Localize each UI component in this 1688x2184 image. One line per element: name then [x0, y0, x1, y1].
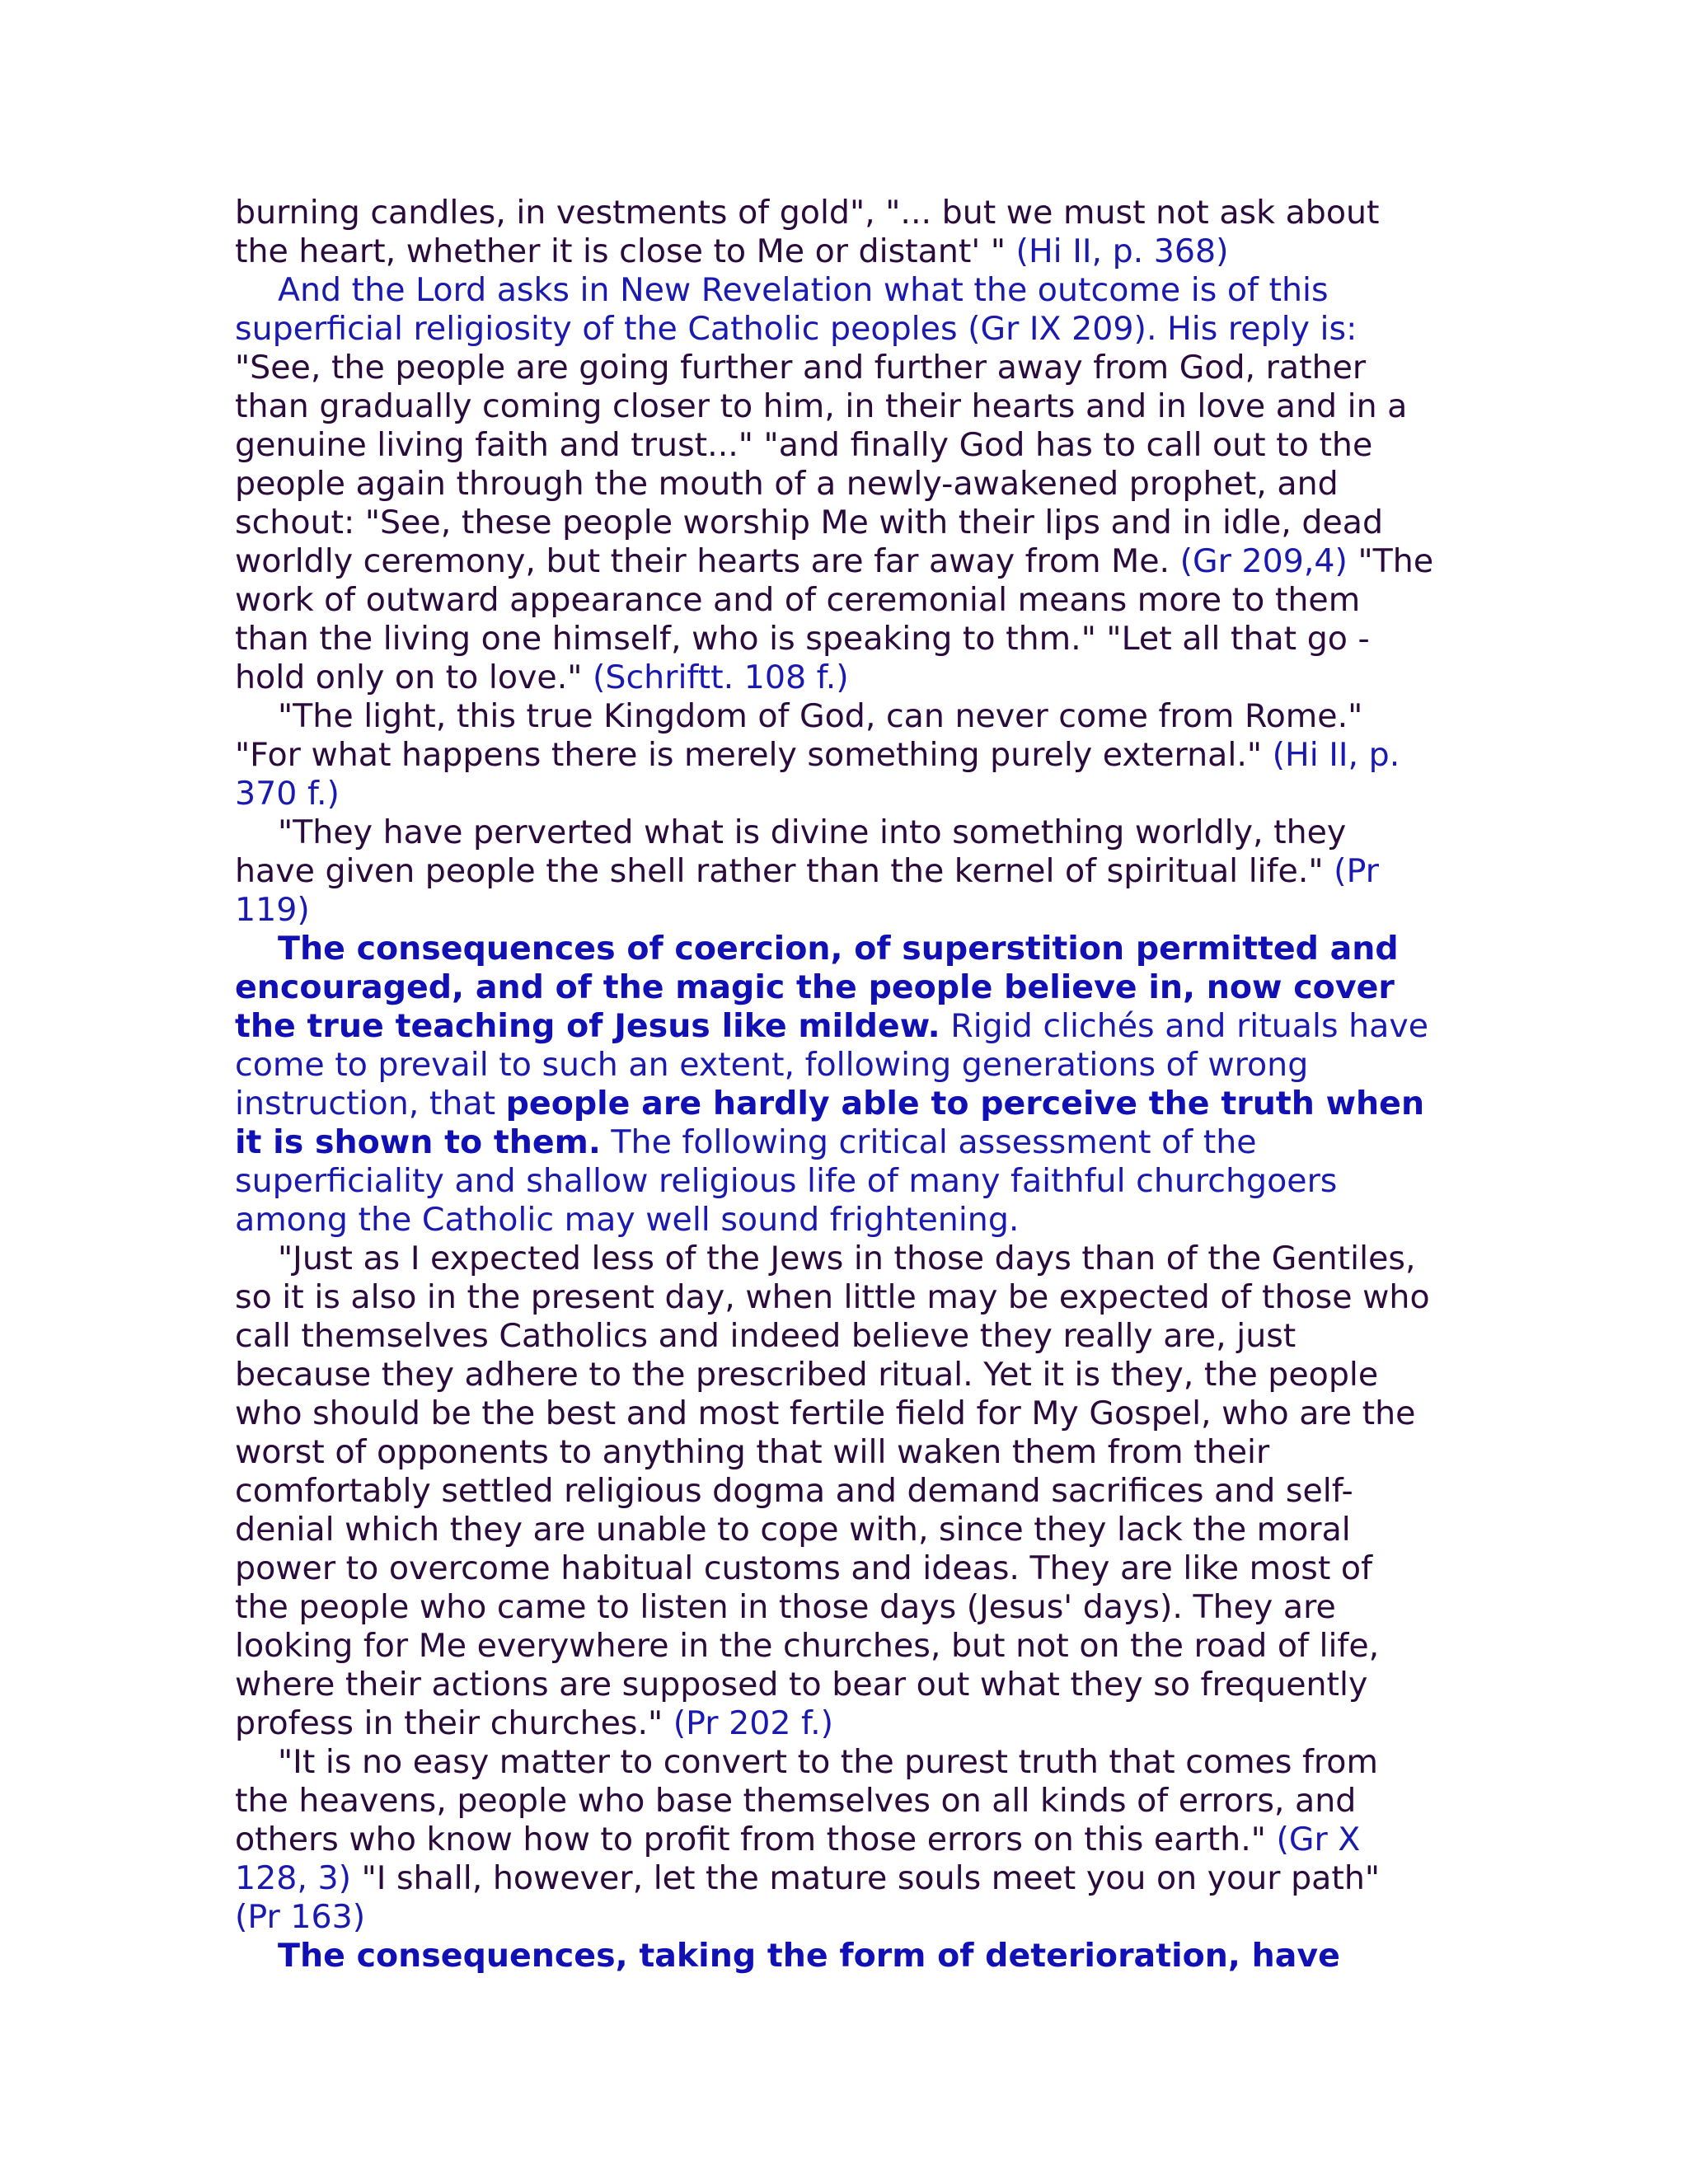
citation-text: And the Lord asks in New Revelation what the outcome is of this	[278, 271, 1329, 309]
text-run: worst of opponents to anything that will waken them from their	[235, 1433, 1270, 1471]
text-run: have given people the shell rather than the kernel of spiritual life."	[235, 852, 1334, 890]
text-line	[235, 387, 1463, 426]
text-run: because they adhere to the prescribed ritual. Yet it is they, the people	[235, 1356, 1379, 1394]
text-line	[235, 736, 1463, 775]
text-line	[235, 1394, 1463, 1433]
text-run: worldly ceremony, but their hearts are far away from Me.	[235, 542, 1180, 580]
text-run: "The light, this true Kingdom of God, can never come from Rome."	[278, 697, 1363, 735]
text-line	[235, 1937, 1463, 1975]
text-run: than the living one himself, who is speaking to thm." "Let all that go -	[235, 620, 1370, 658]
text-run: power to overcome habitual customs and ideas. They are like most of	[235, 1549, 1372, 1587]
text-line	[235, 697, 1463, 736]
text-run: the heavens, people who base themselves on all kinds of errors, and	[235, 1782, 1357, 1820]
text-run: "See, the people are going further and further away from God, rather	[235, 349, 1367, 387]
text-run: profess in their churches."	[235, 1704, 673, 1742]
citation-text: instruction, that	[235, 1085, 506, 1122]
text-run: call themselves Catholics and indeed believe they really are, just	[235, 1317, 1296, 1355]
text-line	[235, 310, 1463, 349]
citation-text: among the Catholic may well sound frightening.	[235, 1201, 1020, 1239]
text-line	[235, 1123, 1463, 1162]
text-run: work of outward appearance and of ceremonial means more to them	[235, 581, 1361, 619]
text-run: denial which they are unable to cope with, since they lack the moral	[235, 1511, 1351, 1549]
text-line	[235, 813, 1463, 852]
text-line	[235, 658, 1463, 697]
text-run: "Just as I expected less of the Jews in those days than of the Gentiles,	[278, 1240, 1416, 1277]
citation-text: Rigid clichés and rituals have	[940, 1007, 1429, 1045]
text-line	[235, 194, 1463, 232]
citation-text: (Pr 163)	[235, 1898, 366, 1936]
text-line	[235, 1433, 1463, 1472]
text-line	[235, 542, 1463, 581]
text-run: hold only on to love."	[235, 658, 593, 696]
text-run: genuine living faith and trust..." "and finally God has to call out to the	[235, 426, 1373, 464]
text-line	[235, 1085, 1463, 1123]
text-line	[235, 1859, 1463, 1898]
text-run: "It is no easy matter to convert to the purest truth that comes from	[278, 1743, 1378, 1781]
text-line	[235, 1240, 1463, 1278]
citation-text: superficial religiosity of the Catholic peoples (Gr IX 209). His reply is:	[235, 310, 1357, 348]
emphasis-text: The consequences, taking the form of deterioration, have	[278, 1937, 1340, 1975]
text-line	[235, 891, 1463, 930]
text-line	[235, 968, 1463, 1007]
citation-text: (Gr 209,4)	[1179, 542, 1348, 580]
citation-text: (Hi II, p. 368)	[1015, 232, 1229, 270]
citation-text: (Hi II, p.	[1272, 736, 1400, 774]
citation-text: 128, 3)	[235, 1859, 352, 1897]
text-line	[235, 852, 1463, 891]
text-line	[235, 1201, 1463, 1240]
text-run: looking for Me everywhere in the churches, but not on the road of life,	[235, 1627, 1380, 1665]
text-line	[235, 1356, 1463, 1394]
text-run: who should be the best and most fertile field for My Gospel, who are the	[235, 1394, 1416, 1432]
text-line	[235, 465, 1463, 504]
text-run: people again through the mouth of a newly-awakened prophet, and	[235, 465, 1339, 503]
text-run: "They have perverted what is divine into something worldly, they	[278, 813, 1347, 851]
text-run: where their actions are supposed to bear out what they so frequently	[235, 1666, 1368, 1704]
text-line	[235, 1821, 1463, 1859]
text-run: the people who came to listen in those days (Jesus' days). They are	[235, 1588, 1336, 1626]
text-run: the heart, whether it is close to Me or distant' "	[235, 232, 1016, 270]
text-line	[235, 271, 1463, 310]
text-line	[235, 426, 1463, 465]
emphasis-text: it is shown to them.	[235, 1123, 601, 1161]
text-line	[235, 1472, 1463, 1511]
citation-text: The following critical assessment of the	[600, 1123, 1257, 1161]
text-run: others who know how to profit from those errors on this earth."	[235, 1821, 1277, 1858]
text-line	[235, 1162, 1463, 1201]
citation-text: 119)	[235, 891, 310, 929]
citation-text: superficiality and shallow religious life of many faithful churchgoers	[235, 1162, 1338, 1200]
citation-text: (Gr X	[1276, 1821, 1361, 1858]
text-run: so it is also in the present day, when little may be expected of those who	[235, 1278, 1430, 1316]
emphasis-text: The consequences of coercion, of superstition permitted and	[278, 930, 1399, 968]
emphasis-text: people are hardly able to perceive the truth when	[505, 1085, 1425, 1122]
text-line	[235, 581, 1463, 620]
text-line	[235, 1511, 1463, 1549]
text-run: than gradually coming closer to him, in their hearts and in love and in a	[235, 387, 1408, 425]
text-line	[235, 620, 1463, 658]
citation-text: come to prevail to such an extent, following generations of wrong	[235, 1046, 1309, 1084]
text-line	[235, 1898, 1463, 1937]
text-line	[235, 1782, 1463, 1821]
citation-text: (Schriftt. 108 f.)	[592, 658, 849, 696]
text-line	[235, 349, 1463, 387]
text-line	[235, 1743, 1463, 1782]
emphasis-text: encouraged, and of the magic the people believe in, now cover	[235, 968, 1395, 1006]
text-line	[235, 1278, 1463, 1317]
text-line	[235, 1549, 1463, 1588]
emphasis-text: the true teaching of Jesus like mildew.	[235, 1007, 940, 1045]
text-run: comfortably settled religious dogma and demand sacrifices and self-	[235, 1472, 1353, 1510]
text-run: burning candles, in vestments of gold", "... but we must not ask about	[235, 194, 1380, 232]
text-line	[235, 1704, 1463, 1743]
text-line	[235, 1317, 1463, 1356]
citation-text: (Pr	[1334, 852, 1379, 890]
text-run: "The	[1347, 542, 1434, 580]
text-run: "For what happens there is merely something purely external."	[235, 736, 1273, 774]
body-text	[235, 194, 1463, 1975]
text-line	[235, 504, 1463, 542]
text-line	[235, 1007, 1463, 1046]
citation-text: 370 f.)	[235, 775, 340, 813]
citation-text: (Pr 202 f.)	[673, 1704, 834, 1742]
text-line	[235, 775, 1463, 813]
text-line	[235, 232, 1463, 271]
text-line	[235, 1046, 1463, 1085]
text-line	[235, 930, 1463, 968]
text-run: schout: "See, these people worship Me with their lips and in idle, dead	[235, 504, 1384, 541]
text-line	[235, 1588, 1463, 1627]
text-line	[235, 1627, 1463, 1666]
text-line	[235, 1666, 1463, 1704]
text-run: "I shall, however, let the mature souls meet you on your path"	[351, 1859, 1381, 1897]
